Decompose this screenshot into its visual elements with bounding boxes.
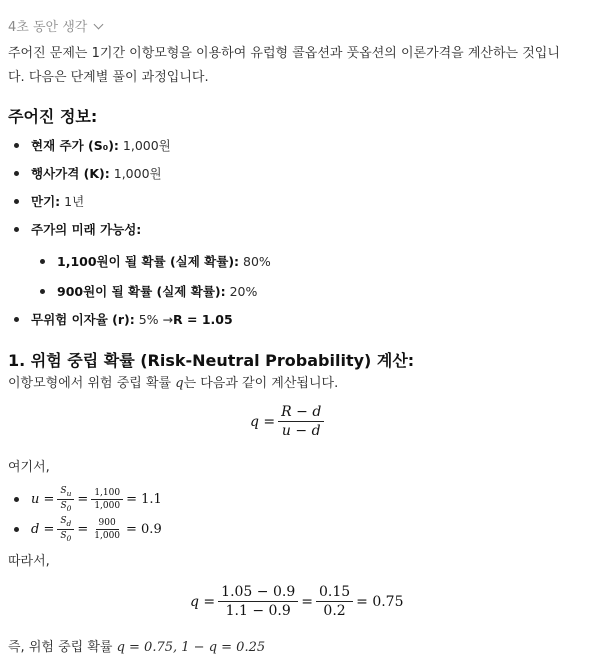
- conclusion-prefix: 즉, 위험 중립 확률: [8, 640, 117, 655]
- bullet-icon: [14, 317, 19, 322]
- subitem-label: 1,100원이 될 확률 (실제 확률):: [57, 254, 240, 269]
- therefore-label: 따라서,: [8, 554, 50, 569]
- d-frac2-num: 900: [96, 518, 119, 530]
- u-frac2-den: 1,000: [94, 500, 121, 511]
- thinking-label: 4초 동안 생각: [8, 20, 88, 35]
- section1-description: [8, 372, 338, 396]
- item-label: 행사가격 (K):: [31, 166, 110, 181]
- d-frac1-den-sub: 0: [66, 533, 72, 543]
- d-frac1-num-sub: d: [66, 518, 72, 528]
- u-var: u: [31, 491, 40, 507]
- list-item: [14, 192, 84, 210]
- conclusion-math: q = 0.75, 1 − q = 0.25: [116, 640, 266, 655]
- item-label: 현재 주가 (S₀):: [31, 138, 119, 153]
- d-frac1-num: S: [60, 516, 67, 526]
- desc-after: 는 다음과 같이 계산됩니다.: [183, 376, 339, 391]
- desc-var: q: [175, 376, 184, 391]
- item-value: 1,000원: [113, 166, 162, 181]
- list-item: [14, 164, 162, 182]
- list-item: [14, 310, 233, 328]
- bullet-icon: [14, 497, 19, 502]
- u-result: = 1.1: [126, 491, 162, 507]
- d-var: d: [31, 521, 40, 537]
- item-label: 무위험 이자율 (r):: [31, 312, 135, 327]
- formula-denominator: u − d: [281, 423, 321, 439]
- section1-heading: 1. 위험 중립 확률 (Risk-Neutral Probability) 계산:: [8, 351, 415, 370]
- item-value: 1,000원: [122, 138, 171, 153]
- thinking-toggle[interactable]: [8, 16, 102, 35]
- list-item: d = $\frac{S_d}{S_0}$ = $\frac{900}{1,000}$ = 0.9: [14, 516, 162, 543]
- calc-lhs: q =: [190, 593, 216, 610]
- bullet-icon: [14, 527, 19, 532]
- calc-result: = 0.75: [356, 593, 404, 610]
- desc-before: 이항모형에서 위험 중립 확률: [8, 376, 176, 391]
- formula-calc: q = $\frac{1.05 - 0.9}{1.1 - 0.9}$ = $\frac{0.15}{0.2}$ = 0.75: [190, 584, 404, 619]
- sub-list-item: [40, 252, 271, 270]
- sub-list-item: [40, 282, 257, 300]
- formula-numerator: R − d: [278, 404, 324, 422]
- subitem-value: 80%: [243, 253, 271, 269]
- formula-lhs: q =: [250, 413, 276, 430]
- bullet-icon: [40, 289, 45, 294]
- calc-den2: 0.2: [323, 603, 346, 619]
- bullet-icon: [14, 227, 19, 232]
- u-frac1-den: S: [60, 500, 67, 511]
- d-result: = 0.9: [126, 521, 162, 537]
- u-frac1-num-sub: u: [66, 488, 72, 498]
- list-item: u = $\frac{S_u}{S_0}$ = $\frac{1,100}{1,000}$ = 1.1: [14, 486, 162, 513]
- bullet-icon: [14, 171, 19, 176]
- u-frac1-num: S: [60, 486, 67, 496]
- item-label: 만기:: [31, 194, 61, 209]
- item-value: 1년: [64, 194, 85, 209]
- calc-den1: 1.1 − 0.9: [225, 603, 291, 619]
- d-frac2-den: 1,000: [94, 530, 121, 541]
- given-heading: 주어진 정보:: [8, 107, 98, 126]
- calc-num2: 0.15: [316, 584, 353, 602]
- intro-line-1: 주어진 문제는 1기간 이항모형을 이용하여 유럽형 콜옵션과 풋옵션의 이론가격을 계산하는 것입니: [8, 46, 560, 61]
- item-extra: R = 1.05: [173, 311, 233, 327]
- u-frac1-den-sub: 0: [66, 503, 72, 513]
- formula-q: [250, 404, 327, 439]
- item-label: 주가의 미래 가능성:: [31, 222, 142, 237]
- subitem-label: 900원이 될 확률 (실제 확률):: [57, 284, 226, 299]
- bullet-icon: [14, 143, 19, 148]
- list-item: [14, 136, 171, 154]
- u-frac2-num: 1,100: [91, 488, 123, 500]
- subitem-value: 20%: [229, 283, 258, 299]
- bullet-icon: [40, 259, 45, 264]
- chevron-down-icon: [94, 19, 104, 29]
- d-frac1-den: S: [60, 530, 67, 541]
- item-value: 5% →: [138, 311, 174, 327]
- intro-line-2: 다. 다음은 단계별 풀이 과정입니다.: [8, 70, 209, 85]
- conclusion-line: [8, 636, 265, 660]
- list-item: [14, 220, 141, 238]
- bullet-icon: [14, 199, 19, 204]
- here-label: 여기서,: [8, 460, 50, 475]
- calc-num1: 1.05 − 0.9: [218, 584, 298, 602]
